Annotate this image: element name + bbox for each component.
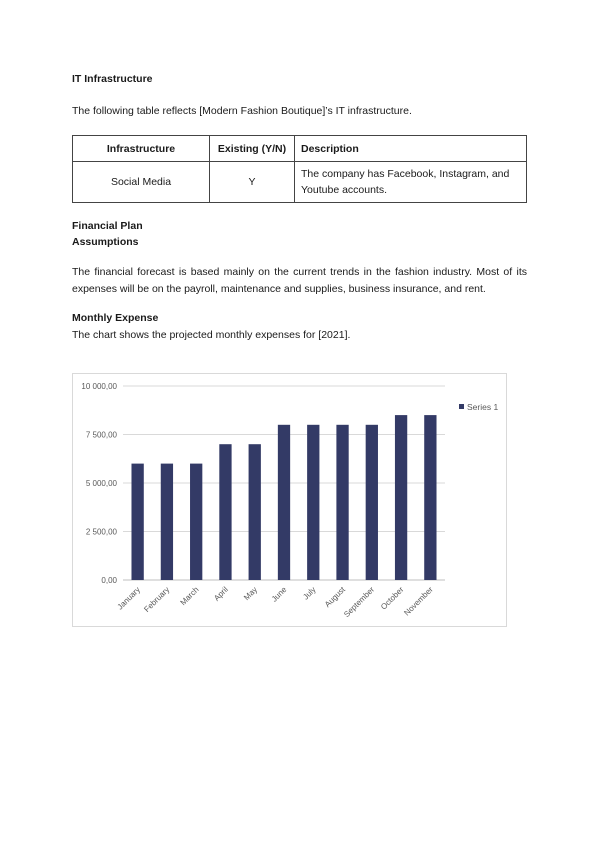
- y-tick-label: 10 000,00: [81, 382, 117, 391]
- bar-november: [424, 415, 436, 580]
- it-intro-text: The following table reflects [Modern Fashion Boutique]’s IT infrastructure.: [72, 105, 412, 117]
- bar-october: [395, 415, 407, 580]
- x-tick-label: November: [402, 585, 435, 618]
- bar-june: [278, 425, 290, 580]
- it-infrastructure-table: [72, 135, 527, 203]
- bar-chart-svg: [73, 374, 508, 628]
- y-tick-label: 2 500,00: [85, 527, 117, 537]
- bar-april: [219, 444, 231, 580]
- x-tick-label: February: [142, 585, 172, 615]
- table-header-row: [73, 136, 527, 162]
- bar-august: [336, 425, 348, 580]
- monthly-expense-chart: [72, 373, 507, 627]
- x-tick-label: April: [212, 585, 230, 603]
- cell-existing: Y: [210, 162, 295, 203]
- assumptions-subheading: Assumptions: [72, 236, 139, 248]
- x-tick-label: March: [178, 585, 201, 608]
- x-tick-label: September: [342, 585, 377, 620]
- bar-september: [366, 425, 378, 580]
- y-tick-label: 0,00: [101, 576, 117, 585]
- bar-march: [190, 464, 202, 580]
- legend-label: Series 1: [467, 402, 499, 412]
- monthly-expense-text: The chart shows the projected monthly expenses for [2021].: [72, 329, 351, 341]
- table-row: [73, 162, 527, 203]
- header-existing: Existing (Y/N): [210, 136, 295, 162]
- x-tick-label: May: [242, 585, 260, 603]
- header-infrastructure: Infrastructure: [73, 136, 210, 162]
- bar-july: [307, 425, 319, 580]
- financial-plan-heading: Financial Plan: [72, 220, 143, 232]
- cell-description: The company has Facebook, Instagram, and Youtube accounts.: [295, 162, 527, 203]
- x-tick-label: October: [379, 585, 406, 612]
- assumptions-paragraph: The financial forecast is based mainly on the current trends in the fashion industry. Most of its expenses will be on the payroll, maintenance and supplies, business insurance, and rent.: [72, 266, 527, 295]
- x-tick-label: July: [301, 585, 318, 602]
- bar-february: [161, 464, 173, 580]
- y-tick-label: 5 000,00: [85, 479, 117, 488]
- x-tick-label: June: [269, 585, 289, 604]
- bar-may: [249, 444, 261, 580]
- monthly-expense-heading: Monthly Expense: [72, 312, 159, 324]
- legend-swatch: [459, 404, 464, 409]
- x-tick-label: January: [115, 585, 143, 612]
- it-infrastructure-heading: IT Infrastructure: [72, 73, 153, 85]
- x-tick-label: August: [322, 585, 347, 610]
- bar-january: [131, 464, 143, 580]
- header-description: Description: [295, 136, 527, 162]
- cell-infrastructure: Social Media: [73, 162, 210, 203]
- y-tick-label: 7 500,00: [85, 430, 117, 440]
